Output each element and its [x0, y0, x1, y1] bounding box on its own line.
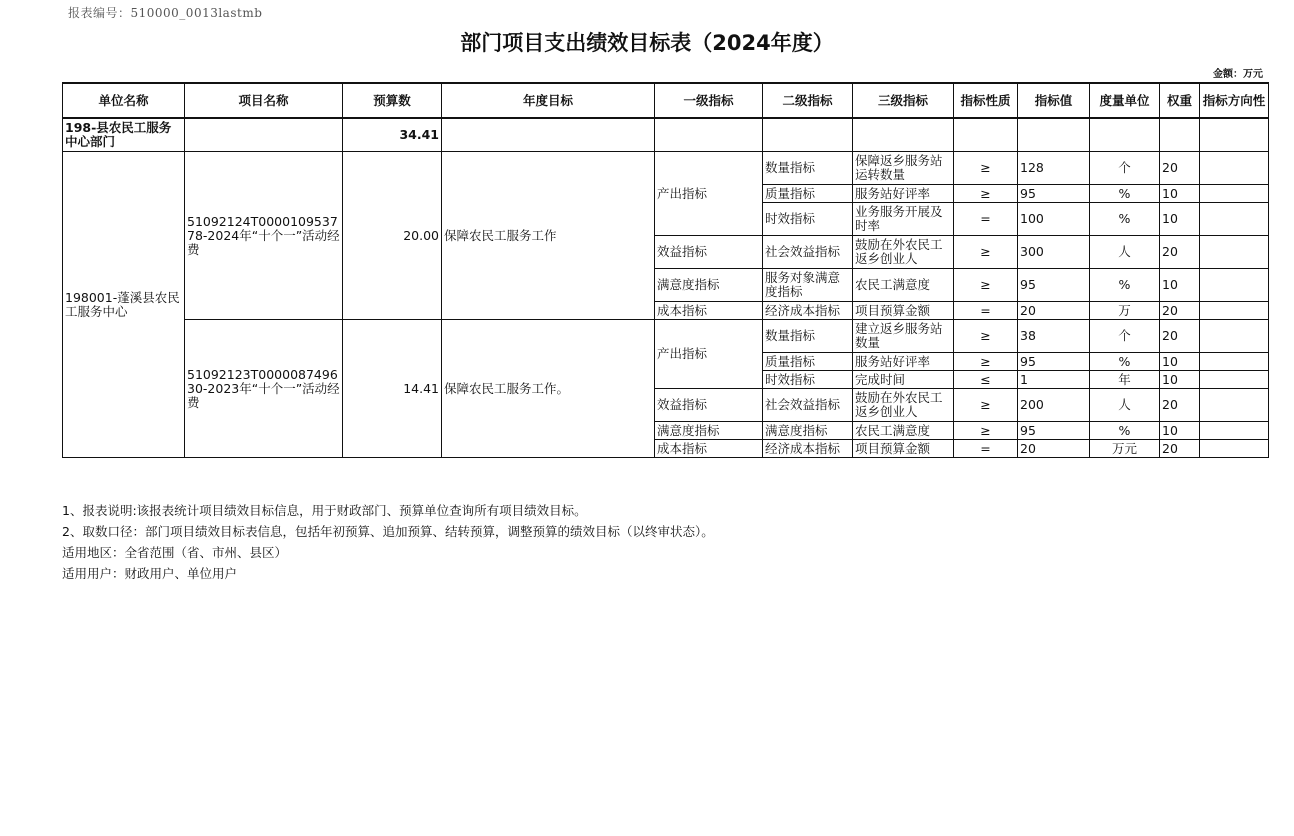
direction-cell: [1200, 371, 1269, 389]
summary-unit-name: 198-县农民工服务中心部门: [63, 118, 185, 152]
report-number: 报表编号：510000_0013lastmb: [68, 6, 263, 20]
nature-cell: ≤: [954, 371, 1018, 389]
level1-cell: 成本指标: [655, 440, 763, 458]
value-cell: 20: [1018, 440, 1090, 458]
project-goal-cell: 保障农民工服务工作: [442, 152, 655, 320]
performance-target-table: [62, 82, 1269, 458]
weight-cell: 20: [1160, 236, 1200, 269]
value-cell: 200: [1018, 389, 1090, 422]
weight-cell: 10: [1160, 371, 1200, 389]
unit-cell: 万: [1090, 302, 1160, 320]
direction-cell: [1200, 302, 1269, 320]
col-header-level3: 三级指标: [853, 83, 954, 118]
weight-cell: 10: [1160, 353, 1200, 371]
value-cell: 128: [1018, 152, 1090, 185]
unit-cell: 年: [1090, 371, 1160, 389]
level3-cell: 业务服务开展及时率: [853, 203, 954, 236]
nature-cell: ≥: [954, 236, 1018, 269]
direction-cell: [1200, 236, 1269, 269]
weight-cell: 10: [1160, 185, 1200, 203]
col-header-value: 指标值: [1018, 83, 1090, 118]
level3-cell: 鼓励在外农民工返乡创业人: [853, 236, 954, 269]
level1-cell: 满意度指标: [655, 269, 763, 302]
unit-cell: 人: [1090, 236, 1160, 269]
col-header-weight: 权重: [1160, 83, 1200, 118]
level2-cell: 经济成本指标: [763, 440, 853, 458]
level3-cell: 农民工满意度: [853, 269, 954, 302]
direction-cell: [1200, 185, 1269, 203]
level3-cell: 农民工满意度: [853, 422, 954, 440]
summary-project-name: [185, 118, 343, 152]
level1-cell: 满意度指标: [655, 422, 763, 440]
level2-cell: 经济成本指标: [763, 302, 853, 320]
summary-budget: 34.41: [343, 118, 442, 152]
nature-cell: ≥: [954, 152, 1018, 185]
value-cell: 95: [1018, 422, 1090, 440]
unit-cell: 个: [1090, 152, 1160, 185]
nature-cell: ≥: [954, 353, 1018, 371]
unit-cell: %: [1090, 422, 1160, 440]
level2-cell: 时效指标: [763, 371, 853, 389]
table-row: [63, 152, 1269, 185]
nature-cell: ≥: [954, 269, 1018, 302]
direction-cell: [1200, 152, 1269, 185]
level1-cell: 产出指标: [655, 152, 763, 236]
col-header-level1: 一级指标: [655, 83, 763, 118]
note-data-scope: 2、取数口径：部门项目绩效目标表信息，包括年初预算、追加预算、结转预算，调整预算的绩效目标（以终审状态）。: [62, 524, 714, 539]
col-header-project-name: 项目名称: [185, 83, 343, 118]
level3-cell: 项目预算金额: [853, 302, 954, 320]
value-cell: 1: [1018, 371, 1090, 389]
level2-cell: 数量指标: [763, 152, 853, 185]
col-header-level2: 二级指标: [763, 83, 853, 118]
col-header-direction: 指标方向性: [1200, 83, 1269, 118]
value-cell: 95: [1018, 269, 1090, 302]
table-header-row: [63, 83, 1269, 118]
page-title: 部门项目支出绩效目标表（2024年度）: [460, 31, 834, 55]
level3-cell: 完成时间: [853, 371, 954, 389]
level1-cell: 效益指标: [655, 389, 763, 422]
project-budget-cell: 20.00: [343, 152, 442, 320]
col-header-annual-goal: 年度目标: [442, 83, 655, 118]
level2-cell: 质量指标: [763, 353, 853, 371]
direction-cell: [1200, 320, 1269, 353]
level1-cell: 成本指标: [655, 302, 763, 320]
level1-cell: 效益指标: [655, 236, 763, 269]
nature-cell: =: [954, 302, 1018, 320]
col-header-unit: 度量单位: [1090, 83, 1160, 118]
note-applicable-users: 适用用户：财政用户、单位用户: [62, 566, 238, 581]
level3-cell: 鼓励在外农民工返乡创业人: [853, 389, 954, 422]
summary-row: [63, 118, 1269, 152]
weight-cell: 10: [1160, 269, 1200, 302]
value-cell: 20: [1018, 302, 1090, 320]
project-budget-cell: 14.41: [343, 320, 442, 458]
weight-cell: 20: [1160, 389, 1200, 422]
weight-cell: 20: [1160, 302, 1200, 320]
col-header-unit-name: 单位名称: [63, 83, 185, 118]
note-applicable-region: 适用地区：全省范围（省、市州、县区）: [62, 545, 288, 560]
unit-cell: %: [1090, 203, 1160, 236]
level3-cell: 项目预算金额: [853, 440, 954, 458]
project-name-cell: 51092123T000008749630-2023年“十个一”活动经费: [185, 320, 343, 458]
direction-cell: [1200, 203, 1269, 236]
weight-cell: 20: [1160, 440, 1200, 458]
unit-cell: %: [1090, 269, 1160, 302]
level2-cell: 社会效益指标: [763, 389, 853, 422]
unit-name-cell: 198001-蓬溪县农民工服务中心: [63, 152, 185, 458]
report-notes: [62, 500, 714, 584]
direction-cell: [1200, 269, 1269, 302]
direction-cell: [1200, 440, 1269, 458]
level3-cell: 服务站好评率: [853, 353, 954, 371]
level2-cell: 社会效益指标: [763, 236, 853, 269]
value-cell: 38: [1018, 320, 1090, 353]
value-cell: 95: [1018, 185, 1090, 203]
nature-cell: ≥: [954, 320, 1018, 353]
unit-cell: 人: [1090, 389, 1160, 422]
direction-cell: [1200, 389, 1269, 422]
note-report-description: 1、报表说明:该报表统计项目绩效目标信息，用于财政部门、预算单位查询所有项目绩效目标。: [62, 503, 587, 518]
level2-cell: 时效指标: [763, 203, 853, 236]
unit-cell: %: [1090, 353, 1160, 371]
unit-cell: 个: [1090, 320, 1160, 353]
weight-cell: 10: [1160, 422, 1200, 440]
table-row: [63, 320, 1269, 353]
value-cell: 300: [1018, 236, 1090, 269]
level2-cell: 数量指标: [763, 320, 853, 353]
col-header-nature: 指标性质: [954, 83, 1018, 118]
level3-cell: 保障返乡服务站运转数量: [853, 152, 954, 185]
unit-cell: 万元: [1090, 440, 1160, 458]
nature-cell: =: [954, 440, 1018, 458]
direction-cell: [1200, 422, 1269, 440]
nature-cell: ≥: [954, 185, 1018, 203]
nature-cell: =: [954, 203, 1018, 236]
level2-cell: 满意度指标: [763, 422, 853, 440]
level2-cell: 服务对象满意度指标: [763, 269, 853, 302]
weight-cell: 20: [1160, 152, 1200, 185]
level2-cell: 质量指标: [763, 185, 853, 203]
value-cell: 100: [1018, 203, 1090, 236]
weight-cell: 10: [1160, 203, 1200, 236]
level1-cell: 产出指标: [655, 320, 763, 389]
direction-cell: [1200, 353, 1269, 371]
amount-unit: 金额：万元: [1213, 69, 1263, 80]
project-name-cell: 51092124T000010953778-2024年“十个一”活动经费: [185, 152, 343, 320]
project-goal-cell: 保障农民工服务工作。: [442, 320, 655, 458]
nature-cell: ≥: [954, 389, 1018, 422]
level3-cell: 服务站好评率: [853, 185, 954, 203]
unit-cell: %: [1090, 185, 1160, 203]
level3-cell: 建立返乡服务站数量: [853, 320, 954, 353]
weight-cell: 20: [1160, 320, 1200, 353]
col-header-budget: 预算数: [343, 83, 442, 118]
value-cell: 95: [1018, 353, 1090, 371]
nature-cell: ≥: [954, 422, 1018, 440]
summary-goal: [442, 118, 655, 152]
